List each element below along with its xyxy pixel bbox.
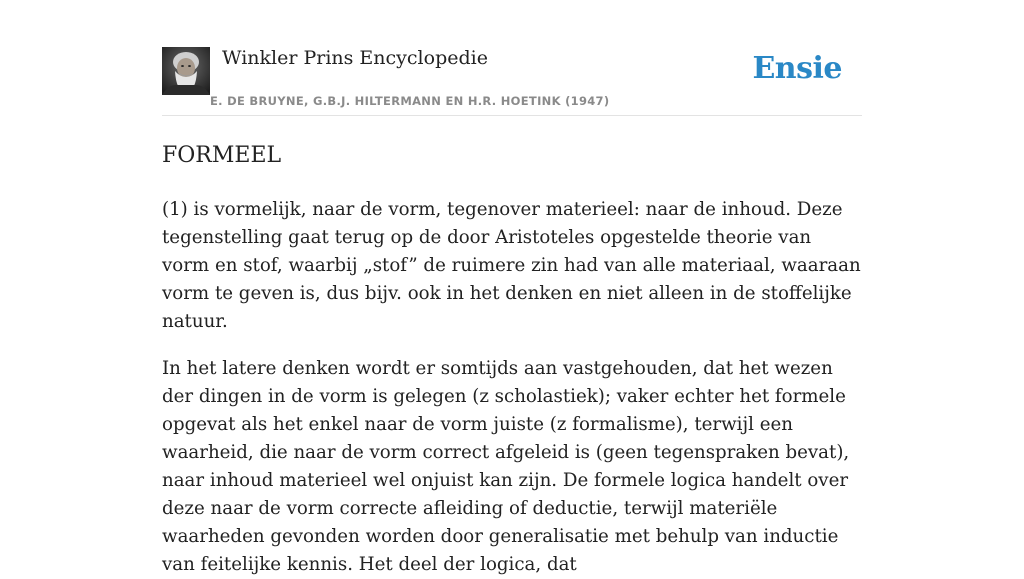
article-body: [162, 196, 862, 579]
author-portrait-icon: [162, 47, 210, 95]
article-title: FORMEEL: [162, 143, 282, 168]
brand-logo-link[interactable]: Ensie: [752, 51, 842, 86]
authors-credit: E. DE BRUYNE, G.B.J. HILTERMANN EN H.R. HOETINK (1947): [210, 94, 610, 108]
site-title[interactable]: Winkler Prins Encyclopedie: [222, 47, 488, 69]
author-portrait-avatar: [162, 47, 210, 95]
content-column: [162, 0, 862, 579]
article-paragraph: (1) is vormelijk, naar de vorm, tegenover materieel: naar de inhoud. Deze tegenstelling gaat terug op de door Aristoteles opgestelde theorie van vorm en stof, waarbij „stof” de ruimere zin had van alle materiaal, waaraan vorm te geven is, dus bijv. ook in het denken en niet alleen in de stoffelijke natuur.: [162, 199, 861, 332]
header: [162, 0, 862, 116]
article-paragraph: In het latere denken wordt er somtijds aan vastgehouden, dat het wezen der dingen in de vorm is gelegen (z scholastiek); vaker echter het formele opgevat als het enkel naar de vorm juiste (z formalisme), terwijl een waarheid, die naar de vorm correct afgeleid is (geen tegenspraken bevat), naar inhoud materieel wel onjuist kan zijn. De formele logica handelt over deze naar de vorm correcte afleiding of deductie, terwijl materiële waarheden gevonden worden door generalisatie met behulp van inductie van feitelijke kennis. Het deel der logica, dat: [162, 358, 850, 575]
